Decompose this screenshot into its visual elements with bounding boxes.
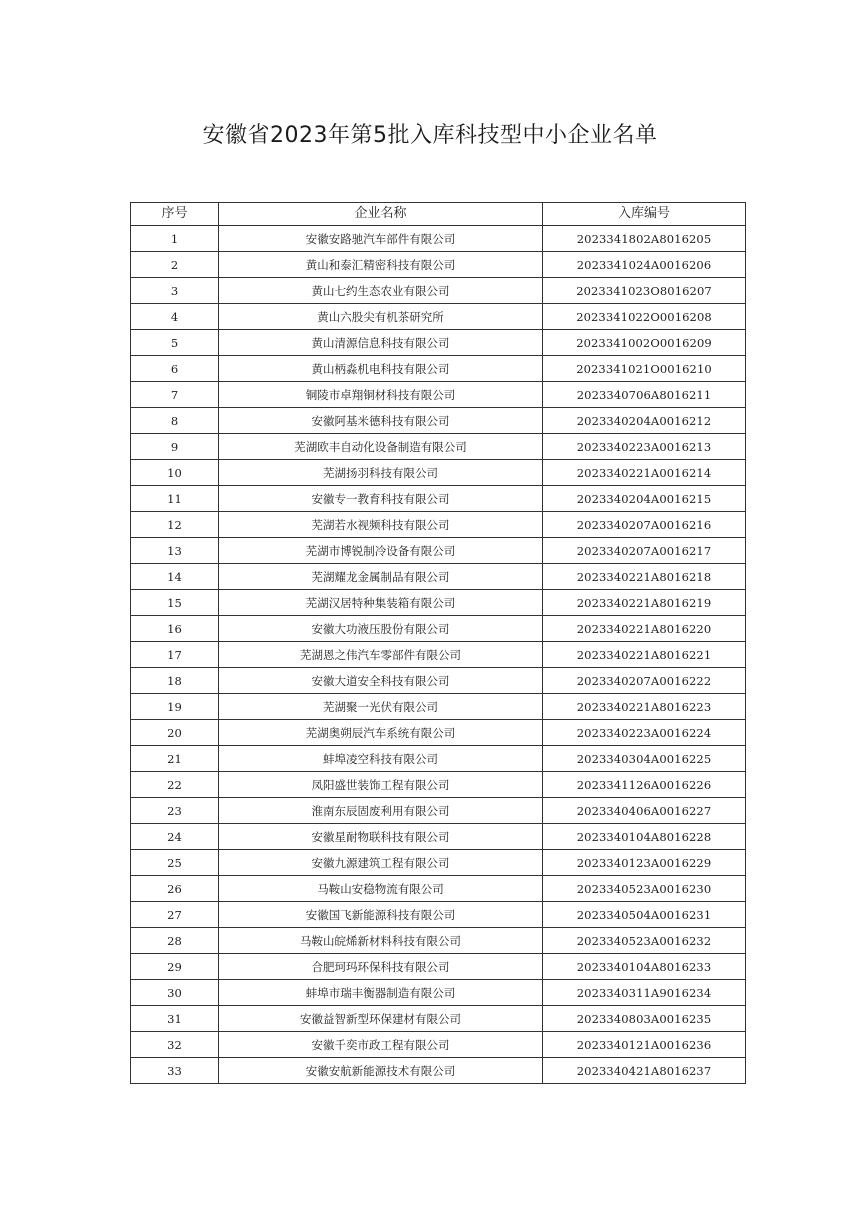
registration-number-cell: 2023340204A0016215	[543, 486, 746, 512]
table-row	[131, 772, 746, 798]
company-name-cell: 芜湖市博锐制冷设备有限公司	[219, 538, 543, 564]
row-index-cell: 4	[131, 304, 219, 330]
table-row	[131, 980, 746, 1006]
registration-number-cell: 2023341022O0016208	[543, 304, 746, 330]
table-row	[131, 434, 746, 460]
row-index-cell: 10	[131, 460, 219, 486]
table-header	[131, 203, 746, 226]
row-index-cell: 11	[131, 486, 219, 512]
company-name-cell: 安徽大道安全科技有限公司	[219, 668, 543, 694]
registration-number-cell: 2023340504A0016231	[543, 902, 746, 928]
table-row	[131, 486, 746, 512]
row-index-cell: 12	[131, 512, 219, 538]
table-row	[131, 356, 746, 382]
row-index-cell: 26	[131, 876, 219, 902]
table-row	[131, 278, 746, 304]
table-row	[131, 642, 746, 668]
registration-number-cell: 2023340104A8016228	[543, 824, 746, 850]
row-index-cell: 9	[131, 434, 219, 460]
registration-number-cell: 2023340706A8016211	[543, 382, 746, 408]
table-body	[131, 226, 746, 1084]
table-row	[131, 954, 746, 980]
table-row	[131, 304, 746, 330]
row-index-cell: 15	[131, 590, 219, 616]
company-name-cell: 黄山六股尖有机茶研究所	[219, 304, 543, 330]
table-row	[131, 408, 746, 434]
row-index-cell: 17	[131, 642, 219, 668]
company-name-cell: 芜湖恩之伟汽车零部件有限公司	[219, 642, 543, 668]
column-header-company-name: 企业名称	[219, 203, 543, 226]
table-row	[131, 668, 746, 694]
row-index-cell: 27	[131, 902, 219, 928]
registration-number-cell: 2023340221A8016219	[543, 590, 746, 616]
registration-number-cell: 2023340421A8016237	[543, 1058, 746, 1084]
row-index-cell: 28	[131, 928, 219, 954]
row-index-cell: 3	[131, 278, 219, 304]
registration-number-cell: 2023340221A8016218	[543, 564, 746, 590]
registration-number-cell: 2023340406A0016227	[543, 798, 746, 824]
table-row	[131, 1032, 746, 1058]
table-row	[131, 1006, 746, 1032]
company-name-cell: 合肥珂玛环保科技有限公司	[219, 954, 543, 980]
company-name-cell: 芜湖聚一光伏有限公司	[219, 694, 543, 720]
table-row	[131, 616, 746, 642]
row-index-cell: 7	[131, 382, 219, 408]
registration-number-cell: 2023340207A0016216	[543, 512, 746, 538]
registration-number-cell: 2023340221A0016214	[543, 460, 746, 486]
company-name-cell: 安徽千奕市政工程有限公司	[219, 1032, 543, 1058]
company-name-cell: 马鞍山安稳物流有限公司	[219, 876, 543, 902]
row-index-cell: 1	[131, 226, 219, 252]
company-name-cell: 黄山七约生态农业有限公司	[219, 278, 543, 304]
company-name-cell: 芜湖汉居特种集装箱有限公司	[219, 590, 543, 616]
company-name-cell: 芜湖扬羽科技有限公司	[219, 460, 543, 486]
table-row	[131, 824, 746, 850]
registration-number-cell: 2023340121A0016236	[543, 1032, 746, 1058]
registration-number-cell: 2023340311A9016234	[543, 980, 746, 1006]
row-index-cell: 31	[131, 1006, 219, 1032]
company-name-cell: 黄山和泰汇精密科技有限公司	[219, 252, 543, 278]
table-row	[131, 928, 746, 954]
registration-number-cell: 2023340207A0016222	[543, 668, 746, 694]
table-row	[131, 798, 746, 824]
company-name-cell: 安徽大功液压股份有限公司	[219, 616, 543, 642]
registration-number-cell: 2023341802A8016205	[543, 226, 746, 252]
table-row	[131, 876, 746, 902]
table-row	[131, 746, 746, 772]
row-index-cell: 32	[131, 1032, 219, 1058]
table-row	[131, 694, 746, 720]
registration-number-cell: 2023340204A0016212	[543, 408, 746, 434]
registration-number-cell: 2023340223A0016213	[543, 434, 746, 460]
column-header-index: 序号	[131, 203, 219, 226]
registration-number-cell: 2023341023O8016207	[543, 278, 746, 304]
row-index-cell: 6	[131, 356, 219, 382]
table-row	[131, 720, 746, 746]
company-name-cell: 安徽九源建筑工程有限公司	[219, 850, 543, 876]
registration-number-cell: 2023340223A0016224	[543, 720, 746, 746]
registration-number-cell: 2023341024A0016206	[543, 252, 746, 278]
row-index-cell: 30	[131, 980, 219, 1006]
table-row	[131, 460, 746, 486]
company-name-cell: 安徽益智新型环保建材有限公司	[219, 1006, 543, 1032]
company-name-cell: 芜湖耀龙金属制品有限公司	[219, 564, 543, 590]
table-row	[131, 902, 746, 928]
row-index-cell: 19	[131, 694, 219, 720]
registration-number-cell: 2023341126A0016226	[543, 772, 746, 798]
registration-number-cell: 2023340803A0016235	[543, 1006, 746, 1032]
row-index-cell: 16	[131, 616, 219, 642]
row-index-cell: 23	[131, 798, 219, 824]
registration-number-cell: 2023340221A8016223	[543, 694, 746, 720]
company-name-cell: 蚌埠凌空科技有限公司	[219, 746, 543, 772]
table-row	[131, 512, 746, 538]
company-name-cell: 黄山清源信息科技有限公司	[219, 330, 543, 356]
company-name-cell: 凤阳盛世装饰工程有限公司	[219, 772, 543, 798]
table-row	[131, 330, 746, 356]
company-name-cell: 安徽安路驰汽车部件有限公司	[219, 226, 543, 252]
table-row	[131, 564, 746, 590]
company-name-cell: 芜湖奥朔辰汽车系统有限公司	[219, 720, 543, 746]
registration-number-cell: 2023340523A0016232	[543, 928, 746, 954]
company-name-cell: 安徽安航新能源技术有限公司	[219, 1058, 543, 1084]
table-row	[131, 590, 746, 616]
table-row	[131, 850, 746, 876]
column-header-registration-number: 入库编号	[543, 203, 746, 226]
company-name-cell: 安徽阿基米德科技有限公司	[219, 408, 543, 434]
row-index-cell: 25	[131, 850, 219, 876]
row-index-cell: 2	[131, 252, 219, 278]
row-index-cell: 33	[131, 1058, 219, 1084]
registration-number-cell: 2023340207A0016217	[543, 538, 746, 564]
row-index-cell: 20	[131, 720, 219, 746]
row-index-cell: 22	[131, 772, 219, 798]
table-row	[131, 252, 746, 278]
company-name-cell: 蚌埠市瑞丰衡器制造有限公司	[219, 980, 543, 1006]
registration-number-cell: 2023340304A0016225	[543, 746, 746, 772]
company-name-cell: 安徽国飞新能源科技有限公司	[219, 902, 543, 928]
row-index-cell: 5	[131, 330, 219, 356]
row-index-cell: 8	[131, 408, 219, 434]
registration-number-cell: 2023341021O0016210	[543, 356, 746, 382]
row-index-cell: 29	[131, 954, 219, 980]
row-index-cell: 18	[131, 668, 219, 694]
row-index-cell: 13	[131, 538, 219, 564]
table-row	[131, 1058, 746, 1084]
company-name-cell: 安徽星耐物联科技有限公司	[219, 824, 543, 850]
registration-number-cell: 2023340523A0016230	[543, 876, 746, 902]
company-name-cell: 安徽专一教育科技有限公司	[219, 486, 543, 512]
registration-number-cell: 2023340123A0016229	[543, 850, 746, 876]
registration-number-cell: 2023340221A8016220	[543, 616, 746, 642]
registration-number-cell: 2023341002O0016209	[543, 330, 746, 356]
document-title: 安徽省2023年第5批入库科技型中小企业名单	[202, 123, 658, 148]
company-name-cell: 芜湖欧丰自动化设备制造有限公司	[219, 434, 543, 460]
table-row	[131, 382, 746, 408]
table-row	[131, 538, 746, 564]
registration-number-cell: 2023340104A8016233	[543, 954, 746, 980]
row-index-cell: 14	[131, 564, 219, 590]
enterprise-table	[130, 202, 746, 1084]
row-index-cell: 21	[131, 746, 219, 772]
company-name-cell: 马鞍山皖烯新材料科技有限公司	[219, 928, 543, 954]
company-name-cell: 黄山柄淼机电科技有限公司	[219, 356, 543, 382]
registration-number-cell: 2023340221A8016221	[543, 642, 746, 668]
company-name-cell: 芜湖若水视频科技有限公司	[219, 512, 543, 538]
header-row	[131, 203, 746, 226]
table-row	[131, 226, 746, 252]
company-name-cell: 铜陵市卓翔铜材科技有限公司	[219, 382, 543, 408]
row-index-cell: 24	[131, 824, 219, 850]
company-name-cell: 淮南东辰固废利用有限公司	[219, 798, 543, 824]
